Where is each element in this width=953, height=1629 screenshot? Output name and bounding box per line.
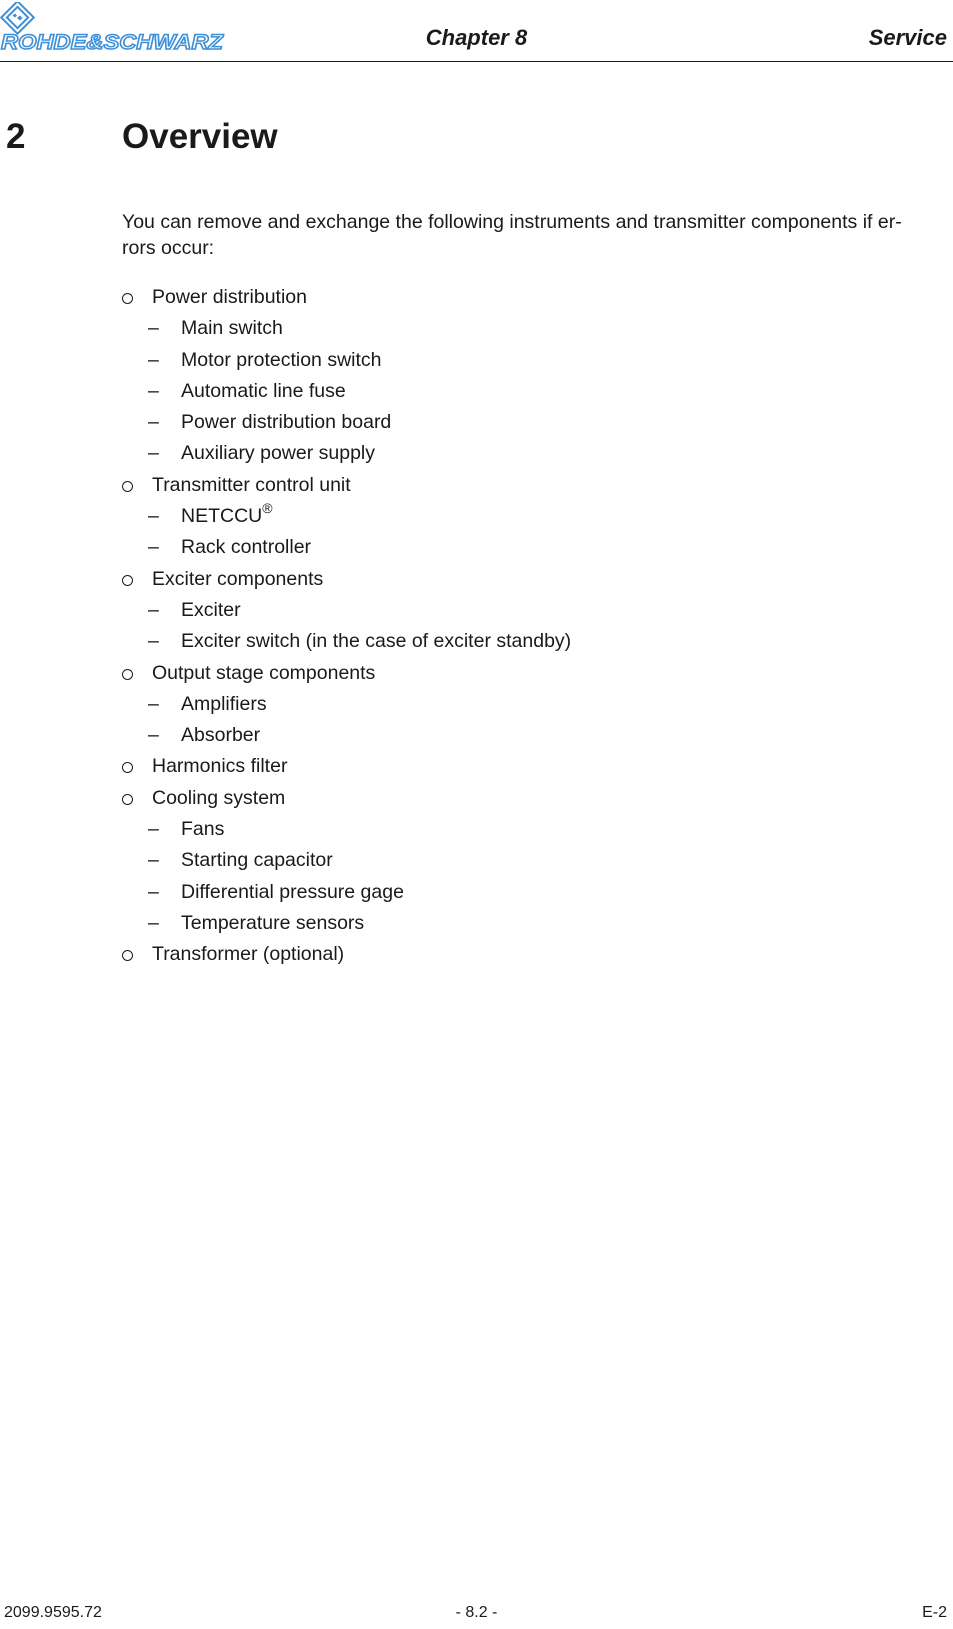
circle-bullet-icon [122, 794, 133, 805]
list-item [122, 658, 942, 689]
page-number: - 8.2 - [455, 1604, 498, 1621]
list-item-label: Transmitter control unit [152, 473, 351, 496]
list-item-label: Transformer (optional) [152, 943, 345, 966]
circle-bullet-icon [122, 762, 133, 773]
dash-marker: – [148, 348, 159, 371]
document-number: 2099.9595.72 [4, 1604, 102, 1621]
sub-list-item [122, 877, 942, 908]
sub-list-item [122, 814, 942, 845]
dash-marker: – [148, 411, 159, 434]
dash-marker: – [148, 692, 159, 715]
edition-label: E-2 [922, 1604, 947, 1621]
circle-bullet-icon [122, 293, 133, 304]
registered-mark: ® [262, 500, 273, 517]
sub-list-item [122, 845, 942, 876]
dash-marker: – [148, 630, 159, 653]
sub-list-item [122, 532, 942, 563]
sub-list-item-label: Power distribution board [181, 411, 392, 434]
dash-marker: – [148, 880, 159, 903]
list-item-label: Harmonics filter [152, 755, 288, 778]
sub-list-item [122, 376, 942, 407]
sub-list-item-label: Differential pressure gage [181, 880, 404, 903]
dash-marker: – [148, 505, 159, 528]
dash-marker: – [148, 598, 159, 621]
dash-marker: – [148, 818, 159, 841]
sub-list-item-label: Auxiliary power supply [181, 442, 376, 465]
chapter-title: Chapter 8 [425, 25, 528, 50]
header-divider [0, 61, 953, 62]
logo-wordmark: ROHDE&SCHWARZ [1, 31, 225, 52]
dash-marker: – [148, 442, 159, 465]
sub-list-item-label: Temperature sensors [181, 911, 365, 934]
sub-list-item-label: Rack controller [181, 536, 312, 559]
sub-list-item [122, 407, 942, 438]
sub-list-item [122, 595, 942, 626]
sub-list-item [122, 689, 942, 720]
sub-list-item-label: Absorber [181, 724, 261, 747]
sub-list-item [122, 345, 942, 376]
netccu-label: NETCCU [181, 505, 263, 528]
component-list [122, 282, 942, 971]
sub-list-item [122, 438, 942, 469]
sub-list-item [122, 720, 942, 751]
dash-marker: – [148, 911, 159, 934]
list-item-label: Cooling system [152, 786, 286, 809]
sub-list-item-label: Amplifiers [181, 692, 267, 715]
list-item-label: Power distribution [152, 286, 307, 308]
list-item-label: Exciter components [152, 567, 324, 590]
sub-list-item-label: Fans [181, 818, 225, 841]
circle-bullet-icon [122, 481, 133, 492]
intro-line: You can remove and exchange the following instruments and transmitter components if er- [122, 211, 902, 233]
circle-bullet-icon [122, 669, 133, 680]
list-item-label: Output stage components [152, 661, 376, 684]
sub-list-item [122, 313, 942, 344]
list-item [122, 282, 942, 313]
circle-bullet-icon [122, 950, 133, 961]
intro-line: rors occur: [122, 237, 215, 259]
intro-paragraph [122, 209, 944, 261]
list-item [122, 751, 942, 782]
list-item [122, 783, 942, 814]
dash-marker: – [148, 849, 159, 872]
dash-marker: – [148, 379, 159, 402]
circle-bullet-icon [122, 575, 133, 586]
sub-list-item-label: Motor protection switch [181, 348, 382, 371]
page-header [0, 0, 953, 62]
list-item [122, 470, 942, 501]
sub-list-item [122, 501, 942, 532]
sub-list-item-label: Starting capacitor [181, 849, 333, 872]
sub-list-item [122, 908, 942, 939]
dash-marker: – [148, 536, 159, 559]
section-title: Service [868, 25, 947, 50]
heading-title: Overview [122, 117, 278, 156]
sub-list-item-label: Exciter [181, 598, 241, 621]
sub-list-item-label: Exciter switch (in the case of exciter standby) [181, 630, 572, 653]
sub-list-item-label: Automatic line fuse [181, 379, 346, 402]
sub-list-item-label [181, 501, 273, 533]
list-item [122, 939, 942, 970]
dash-marker: – [148, 724, 159, 747]
sub-list-item-label: Main switch [181, 317, 283, 340]
list-item [122, 564, 942, 595]
dash-marker: – [148, 317, 159, 340]
heading-number: 2 [6, 117, 26, 156]
sub-list-item [122, 626, 942, 657]
